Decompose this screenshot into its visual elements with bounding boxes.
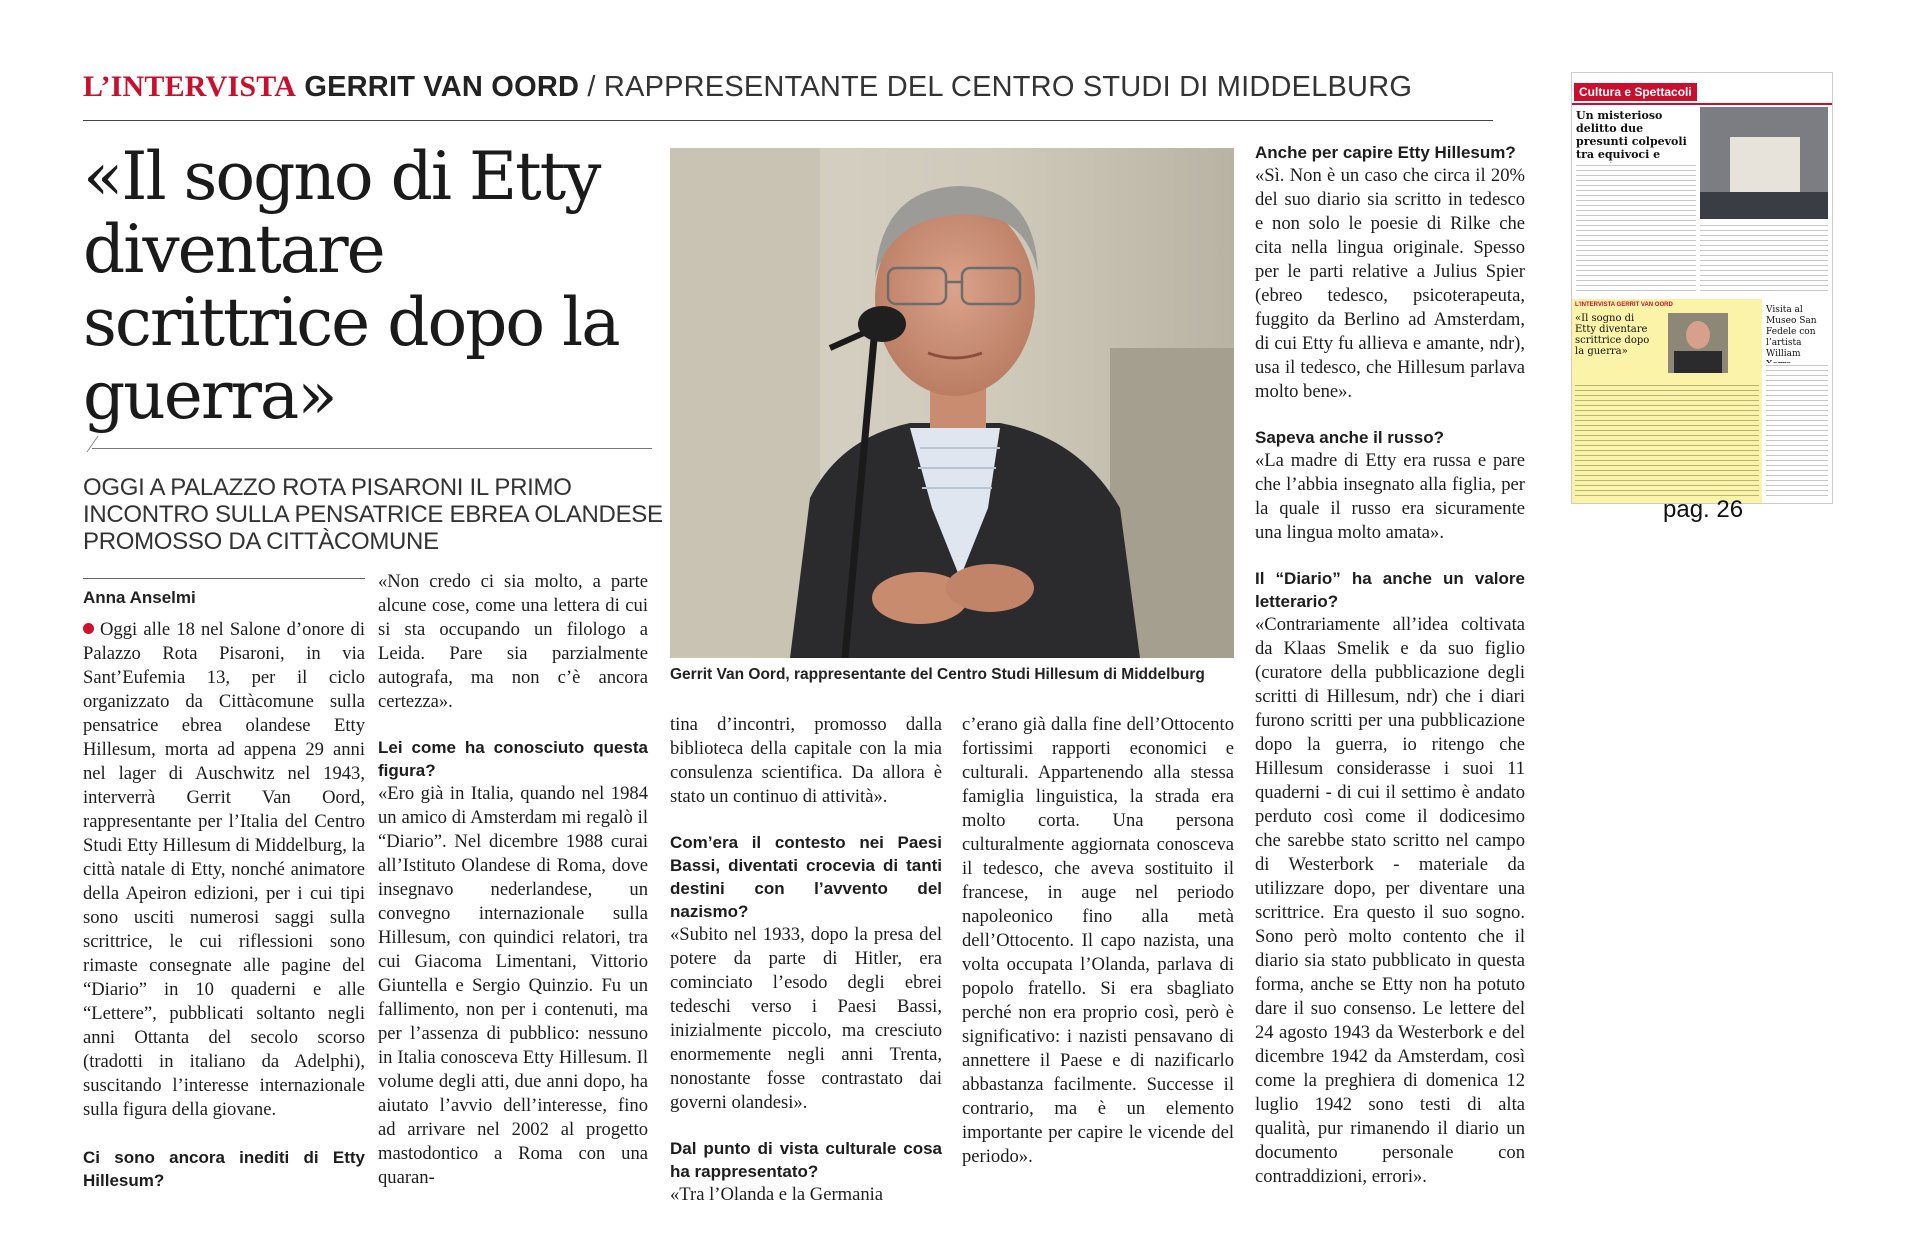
question-5: Anche per capire Etty Hillesum? <box>1255 143 1516 162</box>
photo-portrait <box>670 148 1234 658</box>
answer-3: «Subito nel 1933, dopo la presa del potere da parte di Hitler, era cominciato l’esodo degli ebrei tedeschi verso i Paesi Bassi, inizialmente piccolo, ma cresciuto enormemente negli anni Trenta, nonostante fosse contrastato dai governi olandesi». <box>670 924 942 1113</box>
intro-text: Oggi alle 18 nel Salone d’onore di Palazzo Rota Pisaroni, in via Sant’Eufemia 13, per il ciclo organizzato da Cittàcomune sulla pensatrice ebrea olandese Etty Hillesum, morta ad appena 29 anni nel lager di Auschwitz nel 1943, interverrà Gerrit Van Oord, rappresentante per l’Italia del Centro Studi Etty Hillesum di Middelburg, la città natale di Etty, nonché animatore della Apeiron edizioni, per i cui tipi sono usciti numerosi saggi sulla scrittrice, le cui riflessioni sono rimaste consegnate alle pagine del “Diario” in 10 quaderni e alle “Lettere”, pubblicati soltanto negli anni Ottanta del secolo scorso (tradotti in italiano da Adelphi), suscitando l’interesse internazionale sulla figura della giovane. <box>83 619 365 1120</box>
byline-rule <box>83 578 365 579</box>
thumb-headline: Un misterioso delitto due presunti colpevoli tra equivoci e <box>1576 109 1687 161</box>
thumb-side-text: Visita al Museo San Fedele con l’artista William <box>1766 305 1817 359</box>
kicker-role: / RAPPRESENTANTE DEL CENTRO STUDI DI MIDDELBURG <box>587 71 1413 103</box>
thumb-interview-box <box>1572 299 1762 503</box>
decor-line <box>92 448 652 449</box>
question-3: Com’era il contesto nei Paesi Bassi, diventati crocevia di tanti destini con l’avvento del nazismo? <box>670 833 942 921</box>
kicker-name: GERRIT VAN OORD <box>304 71 580 103</box>
column-5 <box>1255 141 1525 1189</box>
thumb-section: Cultura e Spettacoli <box>1574 83 1697 101</box>
answer-7: «Contrariamente all’idea coltivata da Klaas Smelik e da suo figlio (curatore della pubblicazione degli scritti di Hillesum, ndr) che i diari furono scritti per una pubblicazione dopo la guerra, io ritengo che Hillesum considerasse i suoi 11 quaderni - di cui il settimo è andato perduto così come il dodicesimo che sarebbe stato scritto nel campo di Westerbork - materiale da utilizzare dopo, per diventare una scrittrice. Era questo il suo sogno. Sono però molto contento che il diario sia stato pubblicato in questa forma, anche se Etty non ha potuto dare il suo consenso. Le lettere del 24 agosto 1943 da Westerbork e del dicembre 1942 da Amsterdam, così come la preghiera di domenica 12 luglio 1942 sono testi di alta qualità, pur rimanendo il diario un documento personale con contraddizioni, errori». <box>1255 614 1525 1187</box>
question-7: Il “Diario” ha anche un valore letterario? <box>1255 569 1525 611</box>
answer-2: «Ero già in Italia, quando nel 1984 un amico di Amsterdam mi regalò il “Diario”. Nel dicembre 1988 curai all’Istituto Olandese di Roma, dove insegnavo nederlandese, un convegno internazionale sulla Hillesum, con quindici relatori, tra cui Giacoma Limentani, Vittorio Giuntella e Sergio Quinzio. Fu un fallimento, non per i contenuti, ma per l’assenza di pubblico: nessuno in Italia conosceva Etty Hillesum. Il volume degli atti, due anni dopo, ha aiutato l’avvio dell’interesse, fino ad arrivare nel 2002 al progetto mastodontico a Roma con una quaran- <box>378 783 648 1188</box>
column-1 <box>83 618 365 1192</box>
byline: Anna Anselmi <box>83 588 196 607</box>
decor-tick <box>86 436 114 452</box>
thumb-mini-kicker: L’INTERVISTA GERRIT VAN OORD <box>1575 302 1673 308</box>
column-4 <box>962 713 1234 1169</box>
top-rule <box>83 120 1493 121</box>
thumb-mini-photo <box>1668 313 1728 373</box>
answer-4-continued: c’erano già dalla fine dell’Ottocento fortissimi rapporti economici e culturali. Appartenendo alla stessa famiglia linguistica, la strada era molto corta. Una persona culturalmente aggiornata conosceva il tedesco, che aveva sostituito il francese, in auge nel periodo napoleonico fino alla metà dell’Ottocento. Il capo nazista, una volta occupata l’Olanda, parlava di popolo fratello. Si era sbagliato perché non era proprio così, però è significativo: i nazisti pensavano di annettere il Paese e di nazificarlo abbastanza facilmente. Successe il contrario, ma è un elemento importante per capire le vicende del periodo». <box>962 714 1234 1167</box>
kicker-label: L’INTERVISTA <box>83 70 297 103</box>
page-thumbnail[interactable] <box>1571 72 1833 504</box>
answer-5: «Sì. Non è un caso che circa il 20% del suo diario sia scritto in tedesco e non solo le poesie di Rilke che cita nella lingua originale. Spesso per le parti relative a Julius Spier (ebreo tedesco, psicoterapeuta, fuggito da Berlino ad Amsterdam, di cui Etty fu allieva e amante, ndr), usa il tedesco, che Hillesum parlava molto bene». <box>1255 165 1525 402</box>
question-6: Sapeva anche il russo? <box>1255 428 1444 447</box>
answer-4-start: «Tra l’Olanda e la Germania <box>670 1184 884 1205</box>
answer-6: «La madre di Etty era russa e pare che l’abbia insegnato alla figlia, per la quale il russo era sicuramente una lingua molto amata». <box>1255 450 1525 543</box>
answer-1: «Non credo ci sia molto, a parte alcune cose, come una lettera di cui si sta occupando un filologo a Leida. Pare sia parzialmente autografa, ma non c’è ancora certezza». <box>378 571 648 712</box>
page-number-label[interactable]: pag. 26 <box>1663 496 1744 523</box>
kicker <box>83 70 1412 104</box>
column-2 <box>378 570 648 1190</box>
question-4: Dal punto di vista culturale cosa ha rappresentato? <box>670 1139 942 1181</box>
portrait-illustration <box>670 148 1234 658</box>
bullet-icon <box>83 623 94 634</box>
thumb-text-upper <box>1576 163 1696 293</box>
thumb-section-bar <box>1572 83 1832 105</box>
question-2: Lei come ha conosciuto questa figura? <box>378 738 648 780</box>
thumb-text-right-upper <box>1700 223 1828 293</box>
photo-caption: Gerrit Van Oord, rappresentante del Centro Studi Hillesum di Middelburg <box>670 666 1205 683</box>
thumb-mini-headline: «Il sogno di Etty diventare scrittrice dopo la guerra» <box>1575 313 1650 357</box>
answer-2-continued: tina d’incontri, promosso dalla biblioteca della capitale con la mia consulenza scientifica. Da allora è stato un continuo di attività». <box>670 714 942 807</box>
subhead: OGGI A PALAZZO ROTA PISARONI IL PRIMO INCONTRO SULLA PENSATRICE EBREA OLANDESE PROMOSSO DA CITTÀCOMUNE <box>83 474 663 555</box>
column-3 <box>670 713 942 1207</box>
question-1: Ci sono ancora inediti di Etty Hillesum? <box>83 1148 365 1190</box>
headline: «Il sogno di Etty diventare scrittrice dopo la guerra» <box>83 138 619 434</box>
thumb-photo <box>1700 107 1828 219</box>
